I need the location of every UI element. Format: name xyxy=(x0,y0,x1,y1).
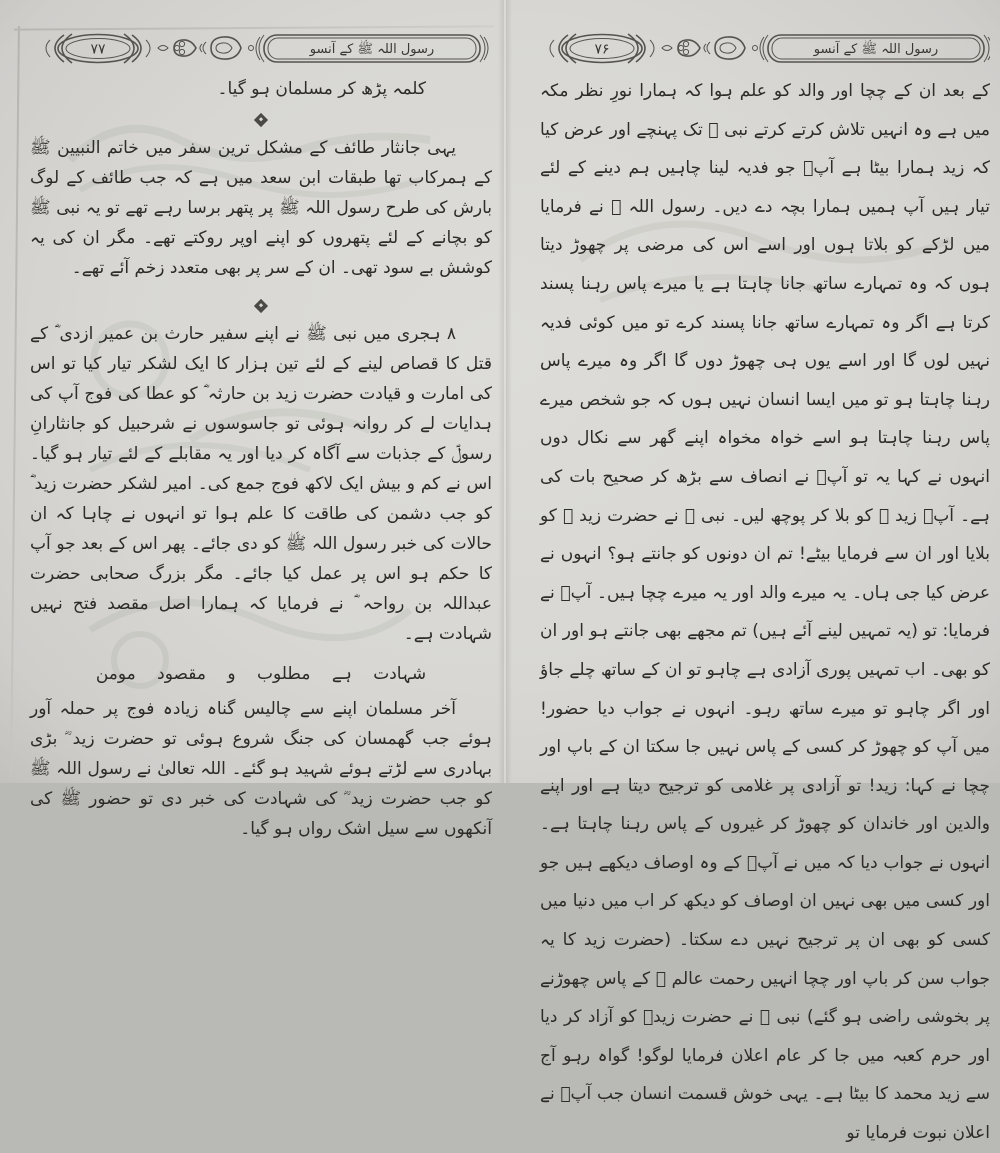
right-page-number: ۷۶ xyxy=(594,41,610,58)
title-cartouche xyxy=(256,35,488,62)
left-header-title: رسول اللہ ﷺ کے آنسو xyxy=(309,42,435,57)
right-header-title: رسول اللہ ﷺ کے آنسو xyxy=(813,42,939,57)
diamond-icon xyxy=(254,113,268,127)
diamond-icon xyxy=(254,299,268,313)
left-paragraph-2: ۸ ہجری میں نبی ﷺ نے اپنے سفیر حارث بن عمیر ازدی ؓ کے قتل کا قصاص لینے کے لئے تین ہزار کا ایک لشکر تیار کیا تو اس کی امارت و قیادت حضرت زید بن حارثہ ؓ کو عطا کی فوج آپ کی ہدایات لے کر روانہ ہوئی تو جاسوسوں نے شرحبیل کو جانثارانِ رسولؐ کے جذبات سے آگاہ کر دیا اور یہ مقابلے کے لئے تیار ہو گیا۔ اس نے کم و بیش ایک لاکھ فوج جمع کی۔ امیر لشکر حضرت زید ؓ کو جب دشمن کی طاقت کا علم ہوا تو انہوں نے چاہا کہ ان حالات کی خبر رسول اللہ ﷺ کو دی جائے۔ پھر اس کے بعد جو آپ کا حکم ہو اس پر عمل کیا جائے۔ مگر بزرگ صحابی حضرت عبداللہ بن رواحہ ؓ نے فرمایا کہ ہمارا اصل مقصد فتح نہیں شہادت ہے۔ xyxy=(30,324,492,644)
left-page xyxy=(30,30,492,839)
header-ornament-frame xyxy=(30,30,492,68)
section-separator xyxy=(30,299,492,313)
page-number-cartouche xyxy=(46,34,150,63)
right-paragraph: کے بعد ان کے چچا اور والد کو علم ہوا کہ ہمارا نورِ نظر مکہ میں ہے وہ انہیں تلاش کرتے کرتے نبی ﷺ تک پہنچے اور عرض کیا کہ زید ہمارا بیٹا ہے آپؐ جو فدیہ لینا چاہیں ہم دینے کے لئے تیار ہیں آپ ہمیں ہمارا بچہ دے دیں۔ رسول اللہ ﷺ نے فرمایا میں لڑکے کو بلاتا ہوں اور اسے اس کی مرضی پر چھوڑ دیتا ہوں کہ وہ تمہارے ساتھ جانا چاہتا ہے یا میرے پاس رہنا پسند کرتا ہے اگر وہ تمہارے ساتھ جانا پسند کرے تو میں کوئی فدیہ نہیں لوں گا اور اسے یوں ہی چھوڑ دوں گا اگر وہ میرے پاس رہنا چاہتا ہو تو میں ایسا انسان نہیں ہوں کہ جو شخص میرے پاس رہنا چاہتا ہو اسے خواہ مخواہ اپنے گھر سے نکال دوں انہوں نے کہا یہ تو آپؐ نے انصاف سے بڑھ کر صحیح بات کی ہے۔ آپؐ زید ؓ کو بلا کر پوچھ لیں۔ نبی ﷺ نے حضرت زید ؓ کو بلایا اور ان سے فرمایا بیٹے! تم ان دونوں کو جانتے ہو؟ انہوں نے عرض کیا جی ہاں۔ یہ میرے والد اور یہ میرے چچا ہیں۔ آپؐ نے فرمایا: تو (یہ تمہیں لینے آئے ہیں) تم مجھے بھی جانتے ہو اور ان کو بھی۔ اب تمہیں پوری آزادی ہے چاہو تو ان کے ساتھ چلے جاؤ اور اگر چاہو تو میرے ساتھ رہو۔ انہوں نے جواب دیا حضور! میں آپ کو چھوڑ کر کسی کے پاس نہیں جا سکتا ان کے باپ اور چچا نے کہا: زید! تو آزادی پر غلامی کو ترجیح دیتا ہے اور اپنے والدین اور خاندان کو چھوڑ کر غیروں کے پاس رہنا چاہتا ہے۔ انہوں نے جواب دیا کہ میں نے آپؐ کے وہ اوصاف دیکھے ہیں جو اور کسی میں بھی نہیں ان اوصاف کو دیکھ کر اب میں دنیا میں کسی کو بھی ان پر ترجیح نہیں دے سکتا۔ (حضرت زید کا یہ جواب سن کر باپ اور چچا انہیں رحمت عالم ﷺ کے پاس چھوڑنے پر بخوشی راضی ہو گئے) نبی ﷺ نے حضرت زیدؓ کو آزاد کر دیا اور حرم کعبہ میں جا کر عام اعلان فرمایا لوگو! گواہ رہو آج سے زید محمد کا بیٹا ہے۔ یہی خوش قسمت انسان جب آپؐ نے اعلان نبوت فرمایا تو xyxy=(540,81,991,1144)
title-cartouche xyxy=(760,35,990,62)
vine-ornament xyxy=(662,37,758,59)
left-page-number: ۷۷ xyxy=(90,41,106,58)
book-gutter xyxy=(498,0,512,783)
left-paragraph-1: یہی جانثار طائف کے مشکل ترین سفر میں خاتم النبیین ﷺ کے ہمرکاب تھا طبقات ابن سعد میں ہے کہ جب طائف کے لوگ بارش کی طرح رسول اللہ ﷺ پر پتھر برسا رہے تھے تو یہ نبی ﷺ کو بچانے کے لئے پتھروں کو اپنے اوپر روکتے تھے۔ مگر ان کی یہ کوشش بے سود تھی۔ ان کے سر پر بھی متعدد زخم آئے تھے۔ xyxy=(30,138,492,278)
kalima-line: کلمہ پڑھ کر مسلمان ہو گیا۔ xyxy=(217,79,426,99)
verse-line: شہادت ہے مطلوب و مقصود مومن xyxy=(95,664,427,684)
left-header-band xyxy=(30,30,492,68)
header-ornament-frame xyxy=(540,30,990,68)
vine-ornament xyxy=(158,37,254,59)
page-number-cartouche xyxy=(550,34,654,63)
left-paragraph-3: آخر مسلمان اپنے سے چالیس گناہ زیادہ فوج پر حملہ آور ہوئے جب گھمسان کی جنگ شروع ہوئی تو حضرت زید ؓ بڑی بہادری سے لڑتے ہوئے شہید ہو گئے۔ اللہ تعالیٰ نے رسول اللہ ﷺ کو جب حضرت زید ؓ کی شہادت کی خبر دی تو حضور ﷺ کی آنکھوں سے سیل اشک رواں ہو گیا۔ xyxy=(30,699,492,839)
section-separator xyxy=(30,113,492,127)
right-header-band xyxy=(540,30,990,68)
right-page xyxy=(540,30,991,1144)
page-edge xyxy=(10,26,20,774)
